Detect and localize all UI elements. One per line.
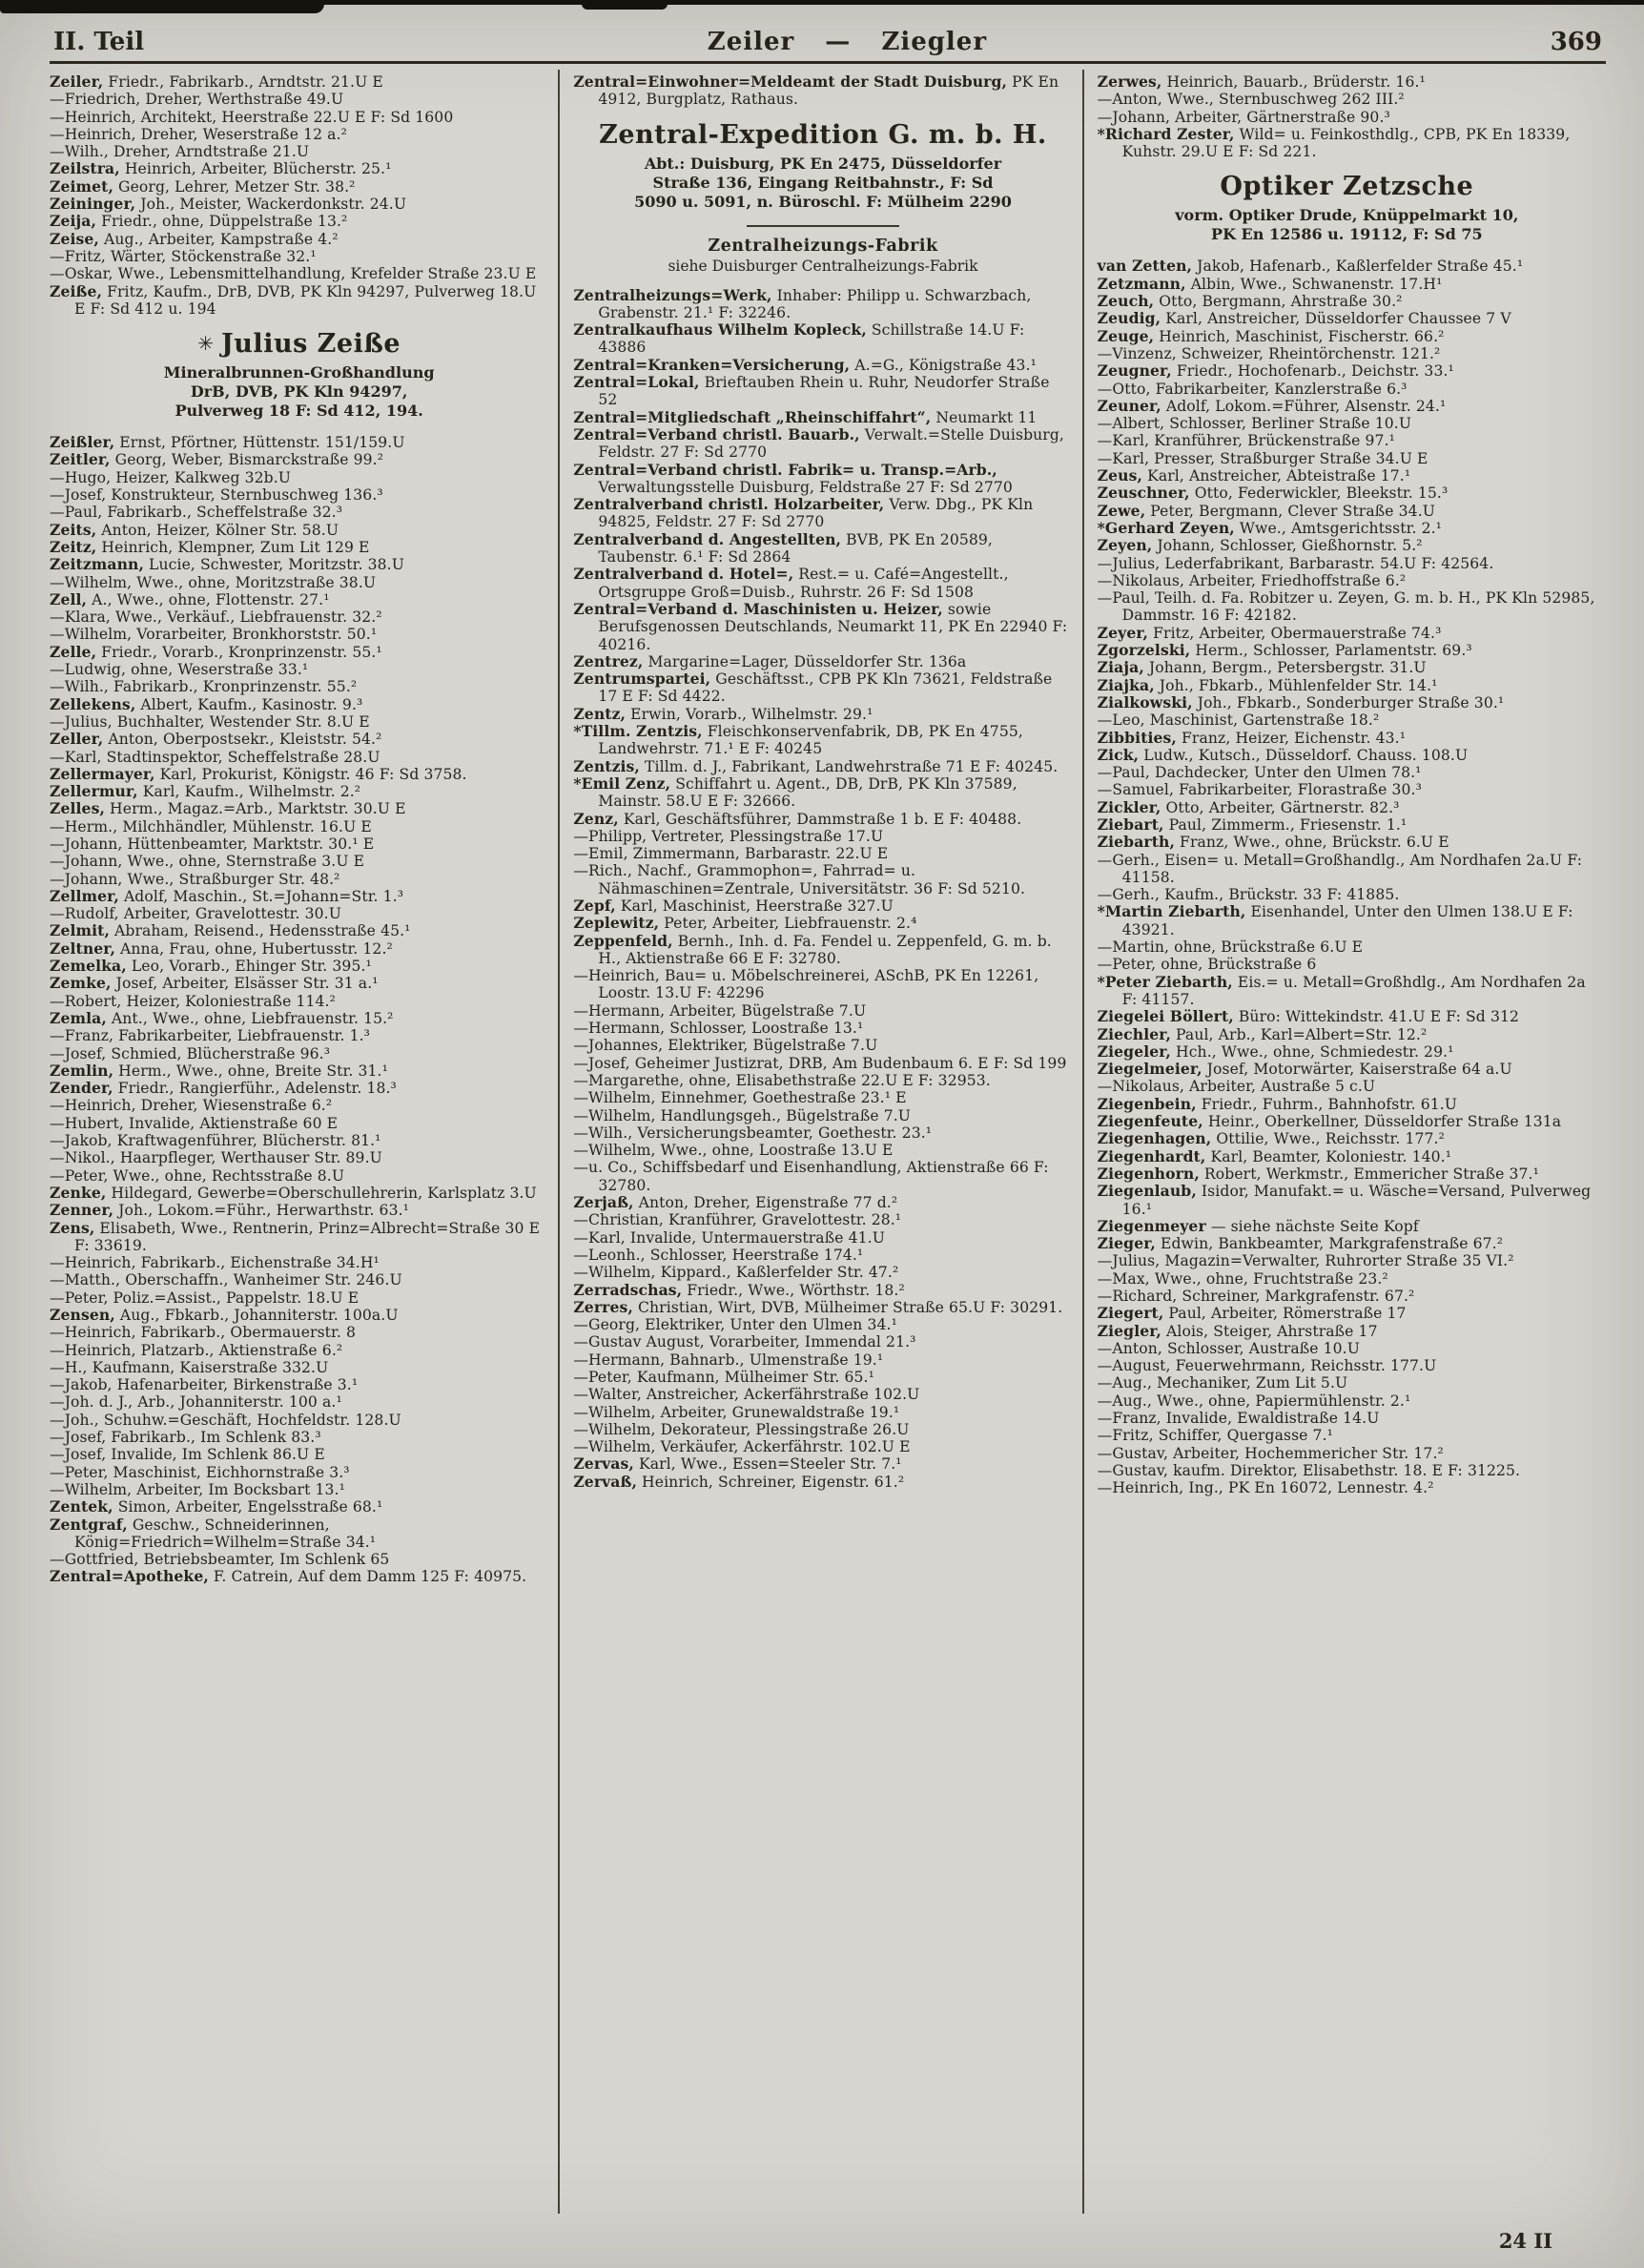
header-section-label: II. Teil	[53, 28, 145, 56]
directory-entry: —Johann, Hüttenbeamter, Marktstr. 30.¹ E	[50, 835, 375, 853]
directory-entry: —Heinrich, Fabrikarb., Obermauerstr. 8	[50, 1324, 357, 1342]
directory-entry: —Josef, Invalide, Im Schlenk 86.U E	[50, 1446, 325, 1464]
directory-entry: —Nikol., Haarpfleger, Werthauser Str. 89.U	[50, 1149, 382, 1167]
directory-entry: —Peter, Kaufmann, Mülheimer Str. 65.¹	[573, 1369, 874, 1386]
directory-entry: Zerwes, Heinrich, Bauarb., Brüderstr. 16.¹	[1097, 72, 1426, 91]
directory-entry: —Paul, Fabrikarb., Scheffelstraße 32.³	[50, 504, 343, 522]
directory-entry: —Wilh., Dreher, Arndtstraße 21.U	[50, 143, 310, 161]
directory-entry: —Fritz, Wärter, Stöckenstraße 32.¹	[50, 247, 317, 265]
directory-entry: Zelmit, Abraham, Reisend., Hedensstraße 45.¹	[50, 921, 411, 940]
directory-entry: Zeininger, Joh., Meister, Wackerdonkstr. 24.U	[50, 195, 407, 214]
directory-entry: Zentralverband d. Angestellten, BVB, PK En 20589, Taubenstr. 6.¹ F: Sd 2864	[573, 529, 993, 567]
ad-line: vorm. Optiker Drude, Knüppelmarkt 10,	[1175, 206, 1519, 225]
ad-block	[1098, 172, 1596, 244]
directory-entry: —Wilhelm, Einnehmer, Goethestraße 23.¹ E	[573, 1089, 907, 1107]
crossref-line: siehe Duisburger Centralheizungs-Fabrik	[668, 257, 978, 275]
directory-entry: Zentralkaufhaus Wilhelm Kopleck, Schillstraße 14.U F: 43886	[573, 320, 1025, 357]
footer-signature: 24 II	[1498, 2229, 1552, 2253]
directory-entry: —Wilh., Versicherungsbeamter, Goethestr. 23.¹	[573, 1124, 933, 1142]
page-number: 369	[1550, 28, 1602, 56]
directory-entry: Zick, Ludw., Kutsch., Düsseldorf. Chauss. 108.U	[1097, 745, 1469, 764]
scan-artifact-mid	[582, 0, 668, 10]
directory-entry: Zeugner, Friedr., Hochofenarb., Deichstr. 33.¹	[1097, 361, 1454, 381]
directory-entry: —Peter, ohne, Brückstraße 6	[1097, 956, 1317, 974]
directory-entry: Zender, Friedr., Rangierführ., Adelenstr. 18.³	[50, 1079, 397, 1098]
directory-entry: Zemke, Josef, Arbeiter, Elsässer Str. 31 a.¹	[50, 974, 379, 993]
directory-entry: —Josef, Konstrukteur, Sternbuschweg 136.³	[50, 486, 383, 505]
directory-entry: Ziegenlaub, Isidor, Manufakt.= u. Wäsche=Versand, Pulverweg 16.¹	[1097, 1182, 1592, 1218]
header-letter-range: Zeiler — Ziegler	[707, 28, 988, 56]
ad-line: 5090 u. 5091, n. Büroschl. F: Mülheim 2290	[634, 192, 1012, 211]
directory-entry: Zellermayer, Karl, Prokurist, Königstr. 46 F: Sd 3758.	[50, 764, 467, 783]
directory-entry: Zerres, Christian, Wirt, DVB, Mülheimer Straße 65.U F: 30291.	[573, 1297, 1063, 1316]
directory-entry: —Heinrich, Dreher, Wiesenstraße 6.²	[50, 1097, 333, 1115]
ad-title: ✳ Julius Zeiße	[197, 329, 401, 360]
directory-entry: Zeudig, Karl, Anstreicher, Düsseldorfer Chaussee 7 V	[1097, 309, 1511, 328]
directory-entry: Zelles, Herm., Magaz.=Arb., Marktstr. 30.U E	[50, 799, 406, 818]
directory-entry: Zenner, Joh., Lokom.=Führ., Herwarthstr. 63.¹	[50, 1201, 410, 1220]
directory-entry: Zeilstra, Heinrich, Arbeiter, Blücherstr. 25.¹	[50, 159, 392, 178]
directory-entry: Zeller, Anton, Oberpostsekr., Kleiststr. 54.²	[50, 730, 382, 749]
directory-entry: *Tillm. Zentzis, Fleischkonservenfabrik, DB, PK En 4755, Landwehrstr. 71.¹ E F: 40245	[573, 722, 1023, 758]
directory-entry: —Richard, Schreiner, Markgrafenstr. 67.²	[1097, 1288, 1415, 1305]
directory-entry: —Peter, Maschinist, Eichhornstraße 3.³	[50, 1463, 350, 1481]
ad-line: Abt.: Duisburg, PK En 2475, Düsseldorfer	[644, 154, 1002, 173]
directory-entry: —Gerh., Eisen= u. Metall=Großhandlg., Am Nordhafen 2a.U F: 41158.	[1097, 851, 1583, 886]
crossref-block	[573, 225, 1072, 276]
directory-entry: *Gerhard Zeyen, Wwe., Amtsgerichtsstr. 2.¹	[1097, 518, 1443, 537]
directory-entry: —Aug., Wwe., ohne, Papiermühlenstr. 2.¹	[1097, 1392, 1411, 1410]
directory-entry: *Richard Zester, Wild= u. Feinkosthdlg., CPB, PK En 18339, Kuhstr. 29.U E F: Sd 221.	[1097, 124, 1571, 161]
directory-entry: —Gustav, Arbeiter, Hochemmericher Str. 17.²	[1097, 1444, 1444, 1462]
directory-entry: —August, Feuerwehrmann, Reichsstr. 177.U	[1097, 1357, 1437, 1375]
directory-entry: —Hermann, Schlosser, Loostraße 13.¹	[573, 1020, 864, 1038]
directory-entry: —Karl, Kranführer, Brückenstraße 97.¹	[1097, 432, 1395, 450]
directory-entry: Zentral=Mitgliedschaft „Rheinschiffahrt“, Neumarkt 11	[573, 407, 1038, 426]
directory-entry: —Robert, Heizer, Koloniestraße 114.²	[50, 992, 336, 1010]
directory-entry: —Wilhelm, Kippard., Kaßlerfelder Str. 47.²	[573, 1264, 899, 1282]
directory-entry: Ziegenhardt, Karl, Beamter, Koloniestr. 140.¹	[1097, 1146, 1452, 1165]
directory-entry: —Oskar, Wwe., Lebensmittelhandlung, Krefelder Straße 23.U E	[50, 265, 537, 283]
directory-entry: Zell, A., Wwe., ohne, Flottenstr. 27.¹	[50, 589, 330, 608]
directory-entry: Zeuch, Otto, Bergmann, Ahrstraße 30.²	[1097, 292, 1403, 311]
directory-entry: Zentral=Kranken=Versicherung, A.=G., Königstraße 43.¹	[573, 355, 1037, 374]
directory-entry: —Julius, Magazin=Verwalter, Ruhrorter Straße 35 VI.²	[1097, 1252, 1514, 1270]
ad-block	[573, 120, 1072, 212]
directory-entry: Zeltner, Anna, Frau, ohne, Hubertusstr. 12.²	[50, 938, 393, 958]
directory-entry: —Wilhelm, Wwe., ohne, Moritzstraße 38.U	[50, 573, 377, 591]
directory-entry: Ziaja, Johann, Bergm., Petersbergstr. 31.U	[1097, 658, 1427, 677]
directory-entry: Zellermur, Karl, Kaufm., Wilhelmstr. 2.²	[50, 782, 361, 801]
directory-entry: Zemlin, Herm., Wwe., ohne, Breite Str. 31.¹	[50, 1061, 388, 1080]
directory-entry: Zemelka, Leo, Vorarb., Ehinger Str. 395.¹	[50, 957, 372, 976]
directory-entry: Zeija, Friedr., ohne, Düppelstraße 13.²	[50, 212, 348, 231]
directory-entry: Zeppenfeld, Bernh., Inh. d. Fa. Fendel u. Zeppenfeld, G. m. b. H., Aktienstraße 66 E F: 32780.	[573, 931, 1052, 967]
directory-entry: Zentral=Verband christl. Fabrik= u. Transp.=Arb., Verwaltungsstelle Duisburg, Feldstraße 27 F: Sd 2770	[573, 460, 1013, 496]
directory-entry: Ziegenhorn, Robert, Werkmstr., Emmericher Straße 37.¹	[1097, 1164, 1539, 1183]
scan-artifact-left	[0, 0, 324, 13]
directory-entry: —Leonh., Schlosser, Heerstraße 174.¹	[573, 1246, 864, 1264]
directory-entry: —Walter, Anstreicher, Ackerfährstraße 102.U	[573, 1386, 920, 1404]
directory-entry: Zeiler, Friedr., Fabrikarb., Arndtstr. 21.U E	[50, 72, 383, 91]
directory-entry: —Wilhelm, Vorarbeiter, Bronkhorststr. 50.¹	[50, 626, 378, 644]
directory-entry: Zemla, Ant., Wwe., ohne, Liebfrauenstr. 15.²	[50, 1008, 394, 1027]
directory-entry: Zeißler, Ernst, Pförtner, Hüttenstr. 151/159.U	[50, 433, 405, 452]
directory-entry: —Gerh., Kaufm., Brückstr. 33 F: 41885.	[1097, 886, 1400, 904]
directory-entry: —Wilhelm, Handlungsgeh., Bügelstraße 7.U	[573, 1106, 912, 1124]
directory-entry: Zerradschas, Friedr., Wwe., Wörthstr. 18.²	[573, 1280, 905, 1299]
directory-entry: Zerjaß, Anton, Dreher, Eigenstraße 77 d.²	[573, 1193, 898, 1212]
directory-entry: Zeitz, Heinrich, Klempner, Zum Lit 129 E	[50, 537, 370, 556]
directory-entry: —Franz, Invalide, Ewaldistraße 14.U	[1097, 1410, 1380, 1428]
directory-entry: —Peter, Poliz.=Assist., Pappelstr. 18.U E	[50, 1289, 360, 1307]
directory-entry: Zellmer, Adolf, Maschin., St.=Johann=Str. 1.³	[50, 886, 404, 905]
directory-entry: Ziegenmeyer — siehe nächste Seite Kopf	[1097, 1216, 1419, 1235]
directory-entry: —Josef, Schmied, Blücherstraße 96.³	[50, 1044, 331, 1062]
directory-entry: Zeuner, Adolf, Lokom.=Führer, Alsenstr. 24.¹	[1097, 396, 1447, 415]
directory-entry: Zentral=Verband christl. Bauarb., Verwalt.=Stelle Duisburg, Feldstr. 27 F: Sd 2770	[573, 424, 1064, 462]
directory-entry: —Karl, Stadtinspektor, Scheffelstraße 28.U	[50, 748, 380, 766]
column-3	[1082, 70, 1606, 2214]
directory-entry: —Heinrich, Architekt, Heerstraße 22.U E F: Sd 1600	[50, 108, 454, 126]
directory-entry: Zelle, Friedr., Vorarb., Kronprinzenstr. 55.¹	[50, 642, 382, 661]
directory-entry: Ziegelei Böllert, Büro: Wittekindstr. 41.U E F: Sd 312	[1097, 1007, 1520, 1026]
directory-entry: Zenz, Karl, Geschäftsführer, Dammstraße 1 b. E F: 40488.	[573, 809, 1022, 828]
directory-entry: —Aug., Mechaniker, Zum Lit 5.U	[1097, 1374, 1348, 1392]
directory-entry: Ziegenfeute, Heinr., Oberkellner, Düsseldorfer Straße 131a	[1097, 1112, 1562, 1131]
ad-title: Optiker Zetzsche	[1220, 172, 1474, 202]
directory-entry: —Heinrich, Ing., PK En 16072, Lennestr. 4.²	[1097, 1479, 1434, 1497]
directory-entry: Ziechler, Paul, Arb., Karl=Albert=Str. 12.²	[1097, 1024, 1428, 1043]
directory-entry: —Wilhelm, Arbeiter, Im Bocksbart 13.¹	[50, 1480, 345, 1498]
directory-entry: —Karl, Presser, Straßburger Straße 34.U E	[1097, 449, 1428, 467]
column-2	[558, 70, 1081, 2214]
directory-entry: —H., Kaufmann, Kaiserstraße 332.U	[50, 1358, 329, 1376]
directory-entry: Zentz, Erwin, Vorarb., Wilhelmstr. 29.¹	[573, 704, 873, 723]
directory-entry: —Paul, Teilh. d. Fa. Robitzer u. Zeyen, G. m. b. H., PK Kln 52985, Dammstr. 16 F: 42182.	[1097, 589, 1595, 625]
directory-entry: Zentgraf, Geschw., Schneiderinnen, König=Friedrich=Wilhelm=Straße 34.¹	[50, 1515, 377, 1551]
directory-entry: Zibbities, Franz, Heizer, Eichenstr. 43.¹	[1097, 728, 1407, 747]
directory-entry: Zentzis, Tillm. d. J., Fabrikant, Landwehrstraße 71 E F: 40245.	[573, 756, 1058, 775]
directory-entry: Zepf, Karl, Maschinist, Heerstraße 327.U	[573, 896, 894, 915]
directory-entry: —Joh. d. J., Arb., Johanniterstr. 100 a.¹	[50, 1393, 342, 1412]
directory-entry: —Fritz, Schiffer, Quergasse 7.¹	[1097, 1427, 1333, 1445]
directory-entry: —Herm., Milchhändler, Mühlenstr. 16.U E	[50, 817, 372, 835]
directory-entry: Ziegenbein, Friedr., Fuhrm., Bahnhofstr. 61.U	[1097, 1094, 1458, 1113]
directory-entry: Zewe, Peter, Bergmann, Clever Straße 34.U	[1097, 501, 1436, 520]
directory-entry: Zentrez, Margarine=Lager, Düsseldorfer Str. 136a	[573, 651, 967, 670]
directory-entry: —Gustav, kaufm. Direktor, Elisabethstr. 18. E F: 31225.	[1097, 1461, 1521, 1479]
directory-entry: —Johann, Wwe., ohne, Sternstraße 3.U E	[50, 853, 365, 871]
directory-entry: —Samuel, Fabrikarbeiter, Florastraße 30.³	[1097, 781, 1422, 799]
directory-entry: —Hubert, Invalide, Aktienstraße 60 E	[50, 1114, 339, 1132]
directory-entry: —Nikolaus, Arbeiter, Austraße 5 c.U	[1097, 1078, 1376, 1096]
directory-entry: —Wilhelm, Wwe., ohne, Loostraße 13.U E	[573, 1142, 894, 1160]
directory-entry: —Max, Wwe., ohne, Fruchtstraße 23.²	[1097, 1269, 1388, 1288]
directory-entry: Ziegert, Paul, Arbeiter, Römerstraße 17	[1097, 1304, 1407, 1323]
directory-entry: Zgorzelski, Herm., Schlosser, Parlamentstr. 69.³	[1097, 641, 1472, 660]
directory-entry: —Johannes, Elektriker, Bügelstraße 7.U	[573, 1037, 878, 1055]
directory-entry: —Emil, Zimmermann, Barbarastr. 22.U E	[573, 845, 889, 863]
directory-entry: Zeuschner, Otto, Federwickler, Bleekstr. 15.³	[1097, 484, 1449, 503]
directory-entry: —Wilh., Fabrikarb., Kronprinzenstr. 55.²	[50, 678, 358, 696]
directory-entry: —Heinrich, Bau= u. Möbelschreinerei, ASchB, PK En 12261, Loostr. 13.U F: 42296	[573, 967, 1039, 1002]
directory-entry: Zentrumspartei, Geschäftsst., CPB PK Kln 73621, Feldstraße 17 E F: Sd 4422.	[573, 670, 1053, 706]
directory-entry: Zeise, Aug., Arbeiter, Kampstraße 4.²	[50, 229, 339, 248]
directory-entry: Zetzmann, Albin, Wwe., Schwanenstr. 17.H¹	[1097, 274, 1443, 293]
ad-line: PK En 12586 u. 19112, F: Sd 75	[1211, 225, 1483, 244]
directory-entry: *Peter Ziebarth, Eis.= u. Metall=Großhdlg., Am Nordhafen 2a F: 41157.	[1097, 972, 1586, 1008]
directory-entry: —Wilhelm, Dekorateur, Plessingstraße 26.U	[573, 1420, 910, 1438]
directory-entry: Zentral=Apotheke, F. Catrein, Auf dem Damm 125 F: 40975.	[50, 1567, 527, 1586]
directory-entry: —Gottfried, Betriebsbeamter, Im Schlenk 65	[50, 1551, 390, 1569]
directory-entry: Zeits, Anton, Heizer, Kölner Str. 58.U	[50, 520, 339, 539]
directory-entry: Zeyer, Fritz, Arbeiter, Obermauerstraße 74.³	[1097, 623, 1442, 642]
directory-entry: Zentralheizungs=Werk, Inhaber: Philipp u. Schwarzbach, Grabenstr. 21.¹ F: 32246.	[573, 285, 1032, 321]
directory-entry: —Leo, Maschinist, Gartenstraße 18.²	[1097, 711, 1380, 730]
ornament-icon: ✳	[197, 332, 222, 356]
directory-entry: Zeimet, Georg, Lehrer, Metzer Str. 38.²	[50, 176, 356, 196]
crossref-title: Zentralheizungs-Fabrik	[708, 236, 938, 256]
directory-entry: —Anton, Schlosser, Austraße 10.U	[1097, 1339, 1360, 1357]
directory-entry: —Klara, Wwe., Verkäuf., Liebfrauenstr. 32.²	[50, 608, 382, 627]
directory-entry: Zentral=Lokal, Brieftauben Rhein u. Ruhr, Neudorfer Straße 52	[573, 373, 1050, 409]
directory-entry: Ziegler, Alois, Steiger, Ahrstraße 17	[1097, 1321, 1378, 1340]
directory-entry: Zeyen, Johann, Schlosser, Gießhornstr. 5.²	[1097, 536, 1423, 555]
directory-entry: Zenke, Hildegard, Gewerbe=Oberschullehrerin, Karlsplatz 3.U	[50, 1183, 537, 1202]
directory-entry: —Julius, Lederfabrikant, Barbarastr. 54.U F: 42564.	[1097, 554, 1494, 572]
directory-entry: —Wilhelm, Verkäufer, Ackerfährstr. 102.U E	[573, 1438, 911, 1456]
directory-entry: —Jakob, Kraftwagenführer, Blücherstr. 81.¹	[50, 1132, 381, 1150]
ad-line: Pulverweg 18 F: Sd 412, 194.	[175, 402, 423, 421]
directory-entry: Zeus, Karl, Anstreicher, Abteistraße 17.¹	[1097, 466, 1411, 485]
directory-entry: —Jakob, Hafenarbeiter, Birkenstraße 3.¹	[50, 1376, 359, 1394]
directory-entry: —Heinrich, Platzarb., Aktienstraße 6.²	[50, 1341, 343, 1359]
directory-entry: —Philipp, Vertreter, Plessingstraße 17.U	[573, 827, 884, 845]
directory-entry: *Martin Ziebarth, Eisenhandel, Unter den Ulmen 138.U E F: 43921.	[1097, 902, 1573, 938]
directory-entry: —Friedrich, Dreher, Werthstraße 49.U	[50, 91, 344, 109]
directory-entry: Zens, Elisabeth, Wwe., Rentnerin, Prinz=Albrecht=Straße 30 E F: 33619.	[50, 1218, 541, 1254]
directory-entry: —Nikolaus, Arbeiter, Friedhoffstraße 6.²	[1097, 571, 1407, 589]
directory-entry: Zeiße, Fritz, Kaufm., DrB, DVB, PK Kln 94297, Pulverweg 18.U E F: Sd 412 u. 194	[50, 281, 537, 318]
directory-entry: —Wilhelm, Arbeiter, Grunewaldstraße 19.¹	[573, 1403, 900, 1421]
directory-entry: —Hugo, Heizer, Kalkweg 32b.U	[50, 468, 292, 486]
column-1	[50, 70, 558, 2214]
directory-entry: —Paul, Dachdecker, Unter den Ulmen 78.¹	[1097, 764, 1422, 782]
directory-entry: —Albert, Schlosser, Berliner Straße 10.U	[1097, 415, 1412, 433]
directory-entry: Zeuge, Heinrich, Maschinist, Fischerstr. 66.²	[1097, 326, 1445, 345]
directory-entry: Ziegenhagen, Ottilie, Wwe., Reichsstr. 177.²	[1097, 1129, 1445, 1148]
directory-entry: Zickler, Otto, Arbeiter, Gärtnerstr. 82.³	[1097, 797, 1400, 816]
directory-entry: Ziegelmeier, Josef, Motorwärter, Kaiserstraße 64 a.U	[1097, 1060, 1512, 1079]
header-rule	[50, 61, 1606, 64]
directory-entry: —Johann, Wwe., Straßburger Str. 48.²	[50, 870, 340, 888]
directory-entry: Zentek, Simon, Arbeiter, Engelsstraße 68.¹	[50, 1497, 383, 1516]
directory-entry: Zialkowski, Joh., Fbkarb., Sonderburger Straße 30.¹	[1097, 692, 1505, 711]
directory-entry: Zervas, Karl, Wwe., Essen=Steeler Str. 7.¹	[573, 1454, 902, 1474]
directory-entry: —Heinrich, Fabrikarb., Eichenstraße 34.H¹	[50, 1254, 380, 1272]
directory-entry: —Josef, Geheimer Justizrat, DRB, Am Budenbaum 6. E F: Sd 199	[573, 1054, 1067, 1072]
directory-entry: Zentralverband christl. Holzarbeiter, Verw. Dbg., PK Kln 94825, Feldstr. 27 F: Sd 2770	[573, 495, 1034, 531]
directory-entry: —Johann, Arbeiter, Gärtnerstraße 90.³	[1097, 108, 1390, 126]
directory-entry: Zeitler, Georg, Weber, Bismarckstraße 99.²	[50, 450, 384, 469]
directory-entry: Zellekens, Albert, Kaufm., Kasinostr. 9.³	[50, 694, 363, 713]
directory-entry: —Franz, Fabrikarbeiter, Liebfrauenstr. 1.³	[50, 1027, 371, 1045]
directory-entry: —Ludwig, ohne, Weserstraße 33.¹	[50, 661, 309, 679]
directory-entry: Zeitzmann, Lucie, Schwester, Moritzstr. 38.U	[50, 555, 404, 574]
directory-entry: —Margarethe, ohne, Elisabethstraße 22.U E F: 32953.	[573, 1071, 991, 1089]
directory-entry: Zensen, Aug., Fbkarb., Johanniterstr. 100a.U	[50, 1306, 399, 1324]
ad-line: Straße 136, Eingang Reitbahnstr., F: Sd	[652, 173, 994, 192]
directory-entry: —Matth., Oberschaffn., Wanheimer Str. 246.U	[50, 1271, 402, 1289]
directory-entry: —Heinrich, Dreher, Weserstraße 12 a.²	[50, 125, 347, 143]
directory-entry: —Hermann, Arbeiter, Bügelstraße 7.U	[573, 1001, 867, 1020]
directory-columns	[50, 70, 1606, 2214]
directory-entry: Ziebart, Paul, Zimmerm., Friesenstr. 1.¹	[1097, 814, 1408, 834]
directory-entry: —Rudolf, Arbeiter, Gravelottestr. 30.U	[50, 905, 341, 923]
directory-entry: —Josef, Fabrikarb., Im Schlenk 83.³	[50, 1429, 321, 1447]
ad-block	[50, 329, 548, 421]
directory-entry: Zentral=Einwohner=Meldeamt der Stadt Duisburg, PK En 4912, Burgplatz, Rathaus.	[573, 72, 1059, 109]
directory-entry: —Hermann, Bahnarb., Ulmenstraße 19.¹	[573, 1350, 884, 1369]
directory-entry: Zentral=Verband d. Maschinisten u. Heizer, sowie Berufsgenossen Deutschlands, Neumarkt 11, PK En 22940 F: 40216.	[573, 599, 1068, 653]
directory-entry: Ziegeler, Hch., Wwe., ohne, Schmiedestr. 29.¹	[1097, 1041, 1454, 1061]
directory-entry: —Gustav August, Vorarbeiter, Immendal 21.³	[573, 1333, 916, 1351]
directory-entry: *Emil Zenz, Schiffahrt u. Agent., DB, DrB, PK Kln 37589, Mainstr. 58.U E F: 32666.	[573, 773, 1017, 811]
directory-entry: Zeplewitz, Peter, Arbeiter, Liebfrauenstr. 2.⁴	[573, 914, 917, 933]
ad-line: DrB, DVB, PK Kln 94297,	[190, 382, 408, 402]
directory-entry: —u. Co., Schiffsbedarf und Eisenhandlung, Aktienstraße 66 F: 32780.	[573, 1159, 1049, 1194]
directory-entry: —Rich., Nachf., Grammophon=, Fahrrad= u. Nähmaschinen=Zentrale, Universitätstr. 36 F: Sd 5210.	[573, 862, 1026, 897]
ad-line: Mineralbrunnen-Großhandlung	[163, 363, 435, 382]
directory-entry: Ziajka, Joh., Fbkarb., Mühlenfelder Str. 14.¹	[1097, 675, 1438, 694]
directory-entry: —Martin, ohne, Brückstraße 6.U E	[1097, 938, 1364, 957]
directory-entry: —Anton, Wwe., Sternbuschweg 262 III.²	[1097, 91, 1405, 109]
directory-entry: Zieger, Edwin, Bankbeamter, Markgrafenstraße 67.²	[1097, 1234, 1504, 1253]
directory-entry: —Julius, Buchhalter, Westender Str. 8.U E	[50, 712, 370, 731]
directory-entry: Zervaß, Heinrich, Schreiner, Eigenstr. 61.²	[573, 1472, 905, 1491]
directory-entry: —Karl, Invalide, Untermauerstraße 41.U	[573, 1228, 885, 1247]
directory-entry: Zentralverband d. Hotel=, Rest.= u. Café=Angestellt., Ortsgruppe Groß=Duisb., Ruhrstr. 26 F: Sd 1508	[573, 565, 1009, 601]
directory-entry: —Otto, Fabrikarbeiter, Kanzlerstraße 6.³	[1097, 380, 1408, 398]
directory-entry: —Joh., Schuhw.=Geschäft, Hochfeldstr. 128.U	[50, 1411, 401, 1429]
ad-title: Zentral-Expedition G. m. b. H.	[599, 119, 1047, 150]
directory-entry: Ziebarth, Franz, Wwe., ohne, Brückstr. 6.U E	[1097, 833, 1449, 852]
directory-entry: —Georg, Elektriker, Unter den Ulmen 34.¹	[573, 1316, 897, 1334]
directory-entry: —Vinzenz, Schweizer, Rheintörchenstr. 121.²	[1097, 344, 1441, 362]
directory-entry: van Zetten, Jakob, Hafenarb., Kaßlerfelder Straße 45.¹	[1097, 257, 1524, 276]
directory-entry: —Christian, Kranführer, Gravelottestr. 28.¹	[573, 1211, 902, 1229]
directory-entry: —Peter, Wwe., ohne, Rechtsstraße 8.U	[50, 1166, 345, 1185]
